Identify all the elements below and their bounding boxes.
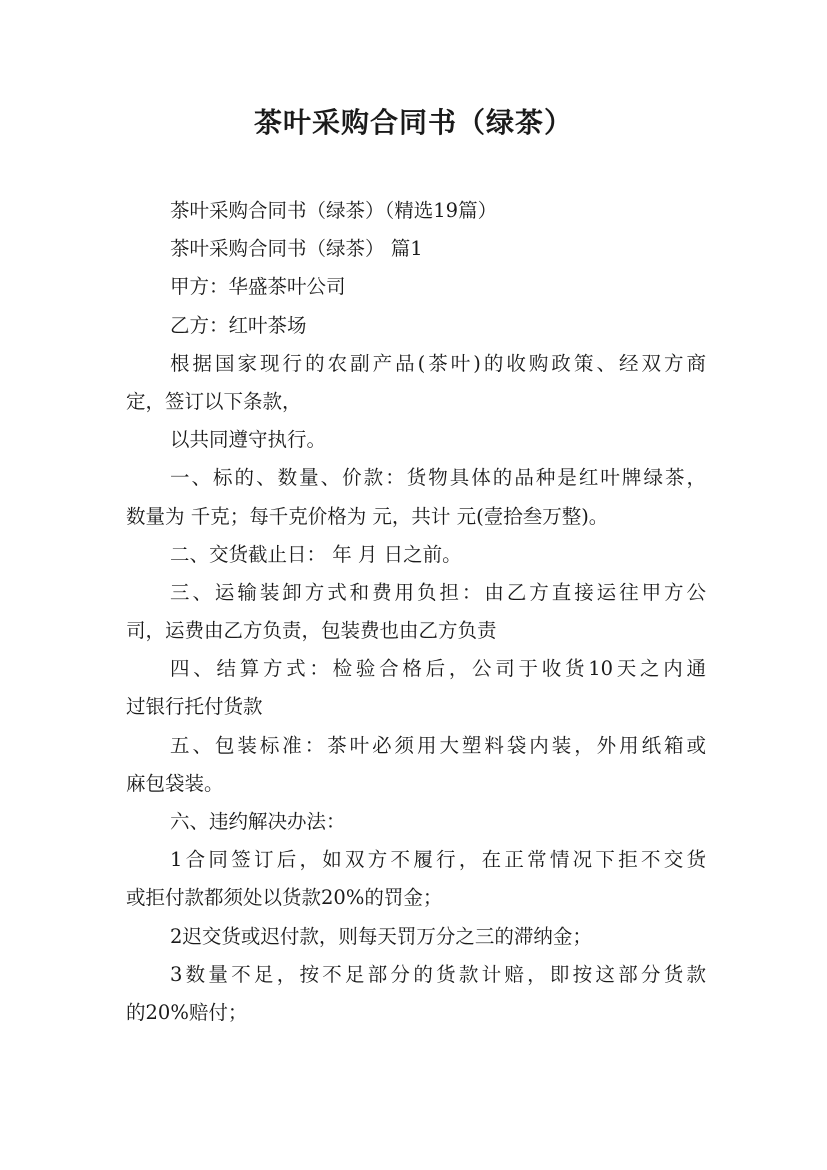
paragraph-line: 三、运输装卸方式和费用负担：由乙方直接运往甲方公	[170, 580, 706, 604]
paragraph-line: 数量为 千克；每千克价格为 元，共计 元(壹拾叁万整)。	[126, 504, 609, 528]
paragraph-line: 六、违约解决办法：	[170, 810, 346, 833]
paragraph-line: 根据国家现行的农副产品(茶叶)的收购政策、经双方商	[170, 351, 706, 375]
paragraph-line: 乙方：红叶茶场	[170, 313, 307, 337]
paragraph-line: 一、标的、数量、价款：货物具体的品种是红叶牌绿茶，	[170, 466, 706, 490]
paragraph-line: 麻包袋装。	[126, 771, 224, 795]
paragraph-line: 3数量不足，按不足部分的货款计赔，即按这部分货款	[170, 962, 706, 986]
paragraph-line: 定，签订以下条款，	[126, 389, 302, 413]
paragraph-line: 四、结算方式：检验合格后，公司于收货10天之内通	[170, 657, 706, 681]
paragraph-line: 茶叶采购合同书（绿茶）（精选19篇）	[170, 199, 498, 222]
paragraph-line: 茶叶采购合同书（绿茶） 篇1	[170, 237, 423, 261]
document-title: 茶叶采购合同书（绿茶）	[253, 106, 573, 139]
paragraph-line: 以共同遵守执行。	[170, 428, 327, 452]
paragraph-line: 或拒付款都须处以货款20%的罚金；	[126, 886, 443, 910]
paragraph-line: 司，运费由乙方负责，包装费也由乙方负责	[126, 619, 497, 643]
document-body	[126, 192, 706, 1032]
paragraph-line: 二、交货截止日： 年 月 日之前。	[170, 542, 462, 566]
paragraph-line: 甲方：华盛茶叶公司	[170, 275, 346, 299]
paragraph-line: 五、包装标准：茶叶必须用大塑料袋内装，外用纸箱或	[170, 733, 706, 757]
paragraph-line: 过银行托付货款	[126, 695, 263, 719]
paragraph-line: 的20%赔付；	[126, 1000, 248, 1024]
paragraph-line: 1合同签订后，如双方不履行，在正常情况下拒不交货	[170, 848, 706, 872]
paragraph-line: 2迟交货或迟付款，则每天罚万分之三的滞纳金；	[170, 924, 592, 948]
